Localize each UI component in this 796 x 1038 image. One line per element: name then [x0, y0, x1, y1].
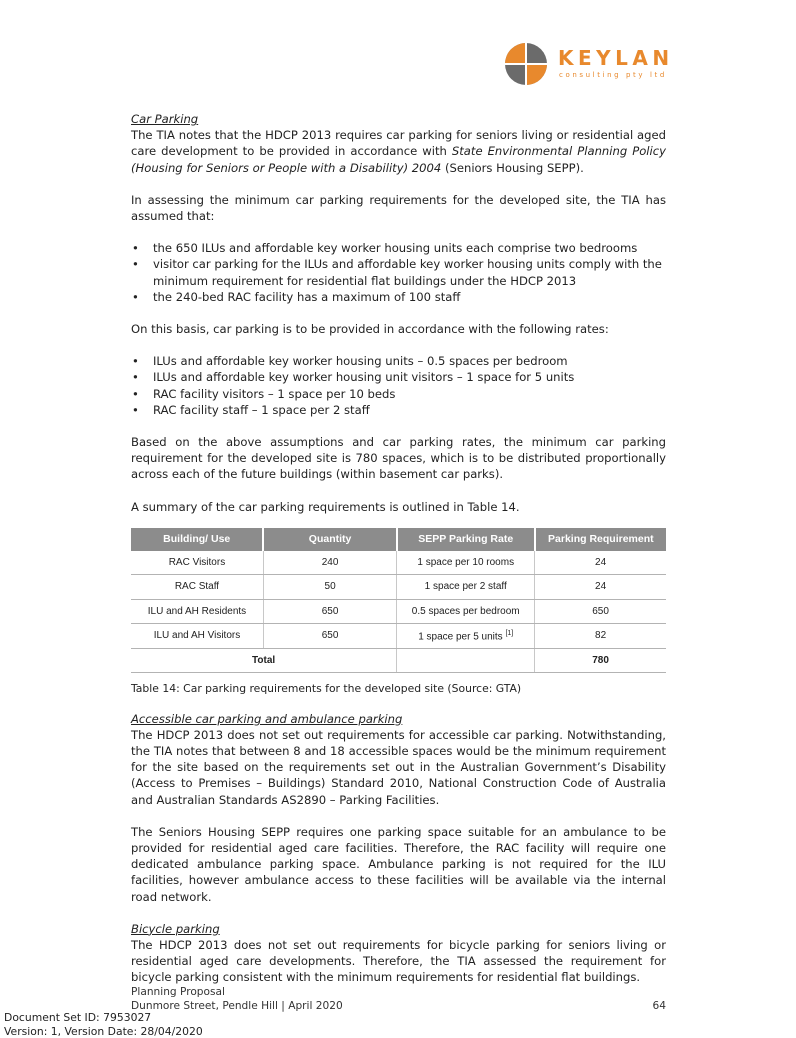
docset-id: Document Set ID: 7953027: [4, 1011, 203, 1025]
table-caption: Table 14: Car parking requirements for the developed site (Source: GTA): [131, 681, 666, 697]
total-label: Total: [131, 648, 397, 673]
list-item: • visitor car parking for the ILUs and affordable key worker housing units comply with the minimum requirement for residential flat buildings under the HDCP 2013: [131, 256, 666, 288]
footer-line-1: Planning Proposal: [131, 986, 666, 1000]
section-heading-car-parking: Car Parking: [131, 111, 666, 127]
cell-rate: 0.5 spaces per bedroom: [397, 599, 535, 624]
list-item: • RAC facility visitors – 1 space per 10 beds: [131, 386, 666, 402]
total-value: 780: [535, 648, 666, 673]
page-number: 64: [653, 1000, 666, 1014]
cell-quantity: 50: [263, 575, 396, 600]
cell-rate: 1 space per 2 staff: [397, 575, 535, 600]
parking-requirements-table: [131, 528, 666, 674]
docset-version: Version: 1, Version Date: 28/04/2020: [4, 1025, 203, 1038]
cell-requirement: 82: [535, 624, 666, 649]
car-parking-paragraph-3: On this basis, car parking is to be provided in accordance with the following rates:: [131, 321, 666, 337]
page-footer: [131, 986, 666, 1013]
table-row: [131, 599, 666, 624]
cell-quantity: 650: [263, 624, 396, 649]
table-total-row: [131, 648, 666, 673]
column-header: SEPP Parking Rate: [397, 528, 535, 551]
car-parking-paragraph-1: The TIA notes that the HDCP 2013 requires car parking for seniors living or residential aged care development to be provided in accordance with State Environmental Planning Policy (Housing for Seniors or People with a Disability) 2004 (Seniors Housing SEPP).: [131, 127, 666, 176]
cell-use: RAC Staff: [131, 575, 263, 600]
table-row: [131, 575, 666, 600]
column-header: Building/ Use: [131, 528, 263, 551]
cell-rate: 1 space per 5 units [1]: [397, 624, 535, 649]
section-heading-accessible: Accessible car parking and ambulance parking: [131, 711, 666, 727]
cell-use: ILU and AH Visitors: [131, 624, 263, 649]
section-heading-bicycle: Bicycle parking: [131, 921, 666, 937]
main-content: [131, 111, 666, 986]
column-header: Quantity: [263, 528, 396, 551]
column-header: Parking Requirement: [535, 528, 666, 551]
table-row: [131, 624, 666, 649]
list-item: • RAC facility staff – 1 space per 2 staff: [131, 402, 666, 418]
list-item: • the 650 ILUs and affordable key worker housing units each comprise two bedrooms: [131, 240, 666, 256]
cell-quantity: 240: [263, 551, 396, 575]
logo-wordmark: KEYLAN: [558, 46, 674, 70]
rates-list: [131, 353, 666, 418]
cell-empty: [397, 648, 535, 673]
cell-requirement: 650: [535, 599, 666, 624]
cell-requirement: 24: [535, 551, 666, 575]
footer-line-2: Dunmore Street, Pendle Hill | April 2020: [131, 1000, 666, 1014]
table-header-row: [131, 528, 666, 551]
document-set-stamp: [4, 1011, 203, 1038]
logo-tagline: consulting pty ltd: [559, 71, 667, 79]
accessible-paragraph-1: The HDCP 2013 does not set out requirements for accessible car parking. Notwithstanding, the TIA notes that between 8 and 18 accessible spaces would be the minimum requirement for the site based on the requirements set out in the Australian Government’s Disability (Access to Premises – Buildings) Standard 2010, National Construction Code of Australia and Australian Standards AS2890 – Parking Facilities.: [131, 727, 666, 808]
list-item: • ILUs and affordable key worker housing unit visitors – 1 space for 5 units: [131, 369, 666, 385]
car-parking-paragraph-5: A summary of the car parking requirements is outlined in Table 14.: [131, 499, 666, 515]
table-row: [131, 551, 666, 575]
logo-mark-icon: [504, 42, 548, 86]
list-item: • the 240-bed RAC facility has a maximum of 100 staff: [131, 289, 666, 305]
accessible-paragraph-2: The Seniors Housing SEPP requires one parking space suitable for an ambulance to be provided for residential aged care facilities. Therefore, the RAC facility will require one dedicated ambulance parking space. Ambulance parking is not required for the ILU facilities, however ambulance access to these facilities will be available via the internal road network.: [131, 824, 666, 905]
cell-rate: 1 space per 10 rooms: [397, 551, 535, 575]
assumptions-list: [131, 240, 666, 305]
company-logo: [504, 42, 674, 92]
cell-use: ILU and AH Residents: [131, 599, 263, 624]
cell-use: RAC Visitors: [131, 551, 263, 575]
cell-requirement: 24: [535, 575, 666, 600]
footnote-marker: [1]: [505, 630, 513, 637]
car-parking-paragraph-2: In assessing the minimum car parking requirements for the developed site, the TIA has assumed that:: [131, 192, 666, 224]
list-item: • ILUs and affordable key worker housing units – 0.5 spaces per bedroom: [131, 353, 666, 369]
car-parking-paragraph-4: Based on the above assumptions and car parking rates, the minimum car parking requirement for the developed site is 780 spaces, which is to be distributed proportionally across each of the future buildings (within basement car parks).: [131, 434, 666, 483]
cell-quantity: 650: [263, 599, 396, 624]
bicycle-paragraph-1: The HDCP 2013 does not set out requirements for bicycle parking for seniors living or residential aged care developments. Therefore, the TIA assessed the requirement for bicycle parking consistent with the minimum requirements for residential flat buildings.: [131, 937, 666, 986]
